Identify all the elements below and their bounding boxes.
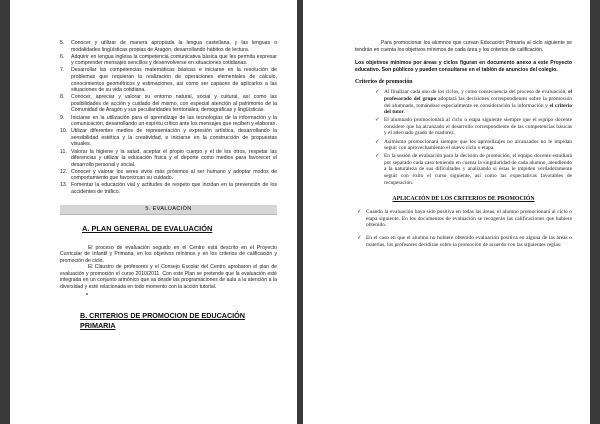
list-item: ✓ Asimismo promocionará siempre que los aprendizajes no alcanzados no le impidan seguir con aprovechamiento el nuevo ciclo o etapa. [375,138,572,152]
criteria-heading: Criterios de promoción [355,79,413,86]
list-item: 6. Adquirir en lengua inglesa la competencia comunicativa básica que les permita expresar y comprender mensajes sencillos y desenvolverse en situaciones cotidianas. [60,53,277,67]
list-item: 11. Valorar la higiene y la salud, aceptar el propio cuerpo y el de los otros, respetar las diferencias y utilizar la educación física y el deporte como medios para favorecer el desarrollo personal y social. [60,148,277,168]
list-item: ✓ Cuando la evaluación haya sido positiva en todas las áreas, el alumno promocionará al ciclo o etapa siguiente. En los documentos de evaluación se recogerán las calificaciones que hubiere obtenido. [357,209,572,229]
subheading-b-line2: PRIMARIA [80,321,116,331]
subheading-b-line1: B. CRITERIOS DE PROMOCION DE EDUCACIÓN [80,311,245,321]
list-item: ✓ El alumnado promocionará al ciclo o etapa siguiente siempre que el equipo docente considere que ha alcanzado el desarrollo correspondiente de las competencias básicas y el adecuado grado de madurez. [375,117,572,137]
list-item: 7. Desarrollar las competencias matemáticas básicas e iniciarse en la resolución de problemas que requieran la realización de operaciones elementales de cálculo, conocimientos geométricos y estimaciones, así como ser capaces de aplicarlos a las situaciones de su vida cotidiana. [60,67,277,94]
right-page [303,0,590,424]
second-paragraph: El Claustro de profesores y el Consejo Escolar del Centro aprobaron el plan de evaluación y promoción el curso 2010/2011. Con este Plan se pretende que la evaluación esté integrada en un conjunto armónico que va desde las programaciones de aula a la atención a la diversidad y esté relacionada en todo momento con la acción tutorial. [60,264,277,290]
list-item: 10. Utilizar diferentes medios de representación y expresión artística, desarrollando la sensibilidad estética y la creatividad, e iniciarse en la construcción de propuestas visuales. [60,128,277,148]
list-item: ✓ Al finalizar cada uno de los ciclos, y como consecuencia del proceso de evaluación, el profesorado del grupo adoptará las decisiones correspondientes sobre la promoción del alumnado, tomándose especialmente en consideración la información y el criterio del tutor. [375,89,572,116]
checkmark-icon: ✓ [375,89,380,96]
list-item: 5. Conocer y utilizar de manera apropiada la lengua castellana, y las lenguas o modalidades lingüísticas propias de Aragón, desarrollando hábitos de lectura. [60,40,277,53]
criteria-list [355,89,572,186]
right-intro-paragraph: Para promocionar los alumnos que cursan Educación Primaria al ciclo siguiente se tendrán en cuenta los objetivos mínimos de cada área y los criterios de calificación. [355,40,572,53]
minimum-objectives-note: Los objetivos mínimos por áreas y ciclos figuran en documento anexo a este Proyecto educativo. Son públicos y pueden consultarse en el tablón de anuncios del colegio. [355,60,572,73]
checkmark-icon: ✓ [375,153,380,160]
list-item: 13. Fomentar la educación vial y actitudes de respeto que incidan en la prevención de los accidentes de tráfico. [60,182,277,196]
objectives-list [60,40,277,196]
list-item: ✓ En el caso en que el alumno no hubiere obtenido evaluación positiva en alguna de las áreas o materias, los profesores decidirán sobre la promoción de acuerdo con las siguientes reglas: [357,234,572,248]
list-item: 8. Conocer, apreciar y valorar su entorno natural, social y cultural, así como las posibilidades de acción y cuidado del mismo, con especial atención al patrimonio de la Comunidad de Aragón y sus peculiaridades territoriales, demográficas y lingüísticas. [60,94,277,114]
list-item: ✓ En la sesión de evaluación para la decisión de promoción, el equipo docente estudiará por separado cada caso teniendo en cuenta la singularidad de cada alumno, atendiendo a la naturaleza de sus dificultades y analizando si éstas le impiden verdaderamente seguir con éxito el curso siguiente, así como las expectativas favorables de recuperación. [375,153,572,186]
promotion-application-heading: APLICACIÓN DE LOS CRITERIOS DE PROMOCIÓN [392,196,535,203]
subheading-plan-evaluacion: A. PLAN GENERAL DE EVALUACIÓN [82,223,213,233]
section-title: 5. EVALUACIÓN [145,205,192,212]
list-item: 9. Iniciarse en la utilización para el aprendizaje de las tecnologías de la información y la comunicación, desarrollando un espíritu crítico ante los mensajes que reciben y elaboran. [60,114,277,128]
list-item: 12. Conocer y valorar los seres vivos más próximos al ser humano y adoptar modos de comportamiento que favorezcan su cuidado. [60,168,277,182]
intro-paragraph: El proceso de evaluación seguido en el Centro está descrito en el Proyecto Curricular de Infantil y Primaria, en los objetivos mínimos y en los criterios de calificación y promoción de ciclo. [60,244,277,264]
subheading-criterios-promocion [80,311,277,331]
checkmark-icon: ✓ [357,209,362,216]
promotion-rules-list [355,209,572,248]
checkmark-icon: ✓ [357,234,362,241]
left-page [10,0,297,424]
checkmark-icon: ✓ [375,138,380,145]
section-title-bar [60,205,277,215]
bullet-dot [86,293,88,295]
checkmark-icon: ✓ [375,117,380,124]
